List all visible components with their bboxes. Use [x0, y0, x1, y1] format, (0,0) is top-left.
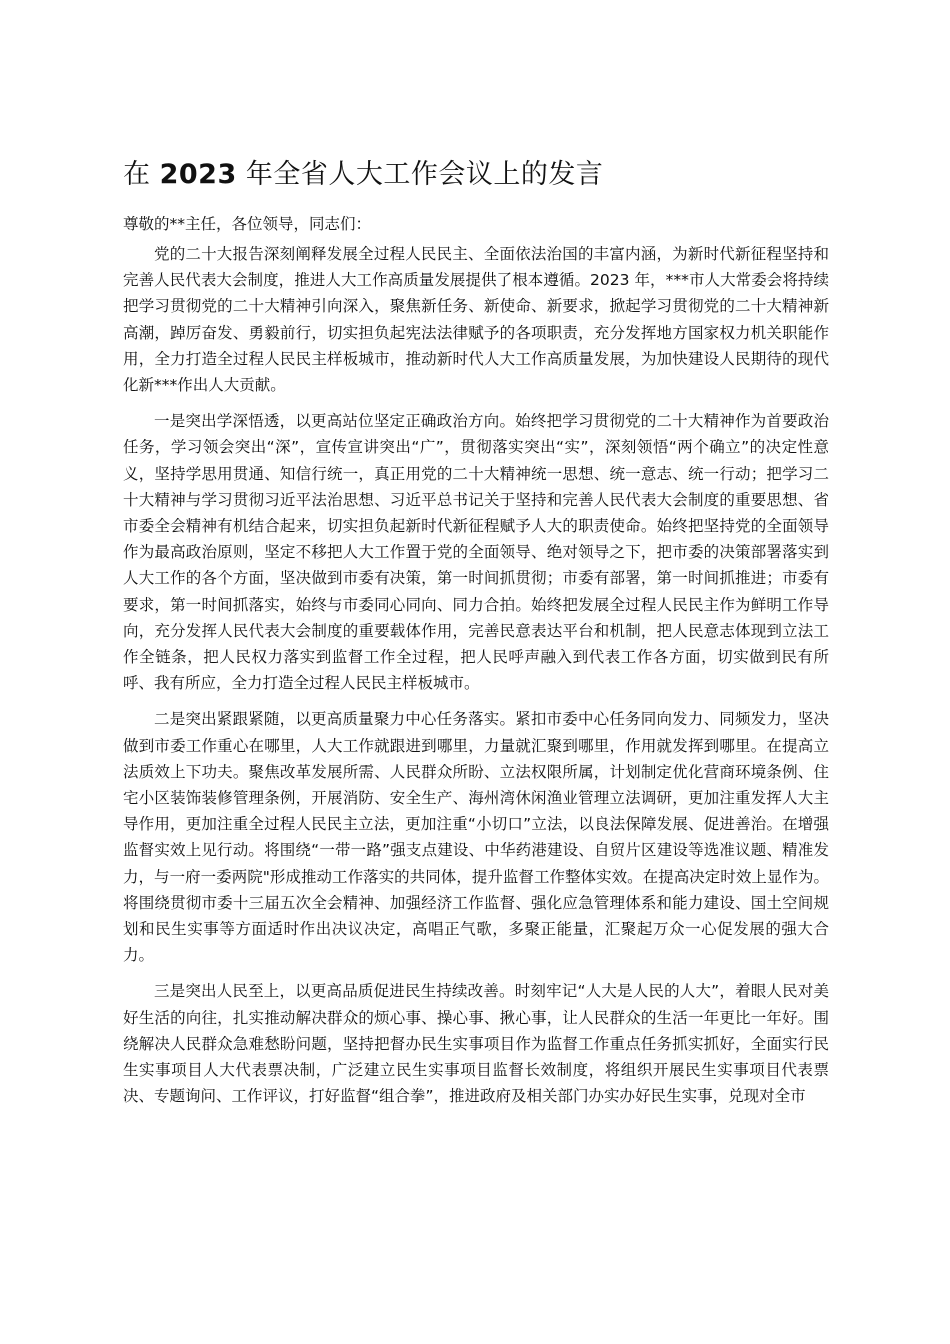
document-body	[123, 241, 829, 1120]
paragraph-point-two: 二是突出紧跟紧随，以更高质量聚力中心任务落实。紧扣市委中心任务同向发力、同频发力，坚决做到市委工作重心在哪里，人大工作就跟进到哪里，力量就汇聚到哪里，作用就发挥到哪里。在提高立法质效上下功夫。聚焦改革发展所需、人民群众所盼、立法权限所属，计划制定优化营商环境条例、住宅小区装饰装修管理条例，开展消防、安全生产、海州湾休闲渔业管理立法调研，更加注重发挥人大主导作用，更加注重全过程人民民主立法，更加注重“小切口”立法，以良法保障发展、促进善治。在增强监督实效上见行动。将围绕“一带一路”强支点建设、中华药港建设、自贸片区建设等选准议题、精准发力，与一府一委两院"形成推动工作落实的共同体，提升监督工作整体实效。在提高决定时效上显作为。将围绕贯彻市委十三届五次全会精神、加强经济工作监督、强化应急管理体系和能力建设、国土空间规划和民生实事等方面适时作出决议决定，高唱正气歌，多聚正能量，汇聚起万众一心促发展的强大合力。	[123, 710, 829, 965]
document-title	[123, 152, 603, 191]
paragraph-point-three: 三是突出人民至上，以更高品质促进民生持续改善。时刻牢记“人大是人民的人大”，着眼人民对美好生活的向往，扎实推动解决群众的烦心事、操心事、揪心事，让人民群众的生活一年更比一年好。围绕解决人民群众急难愁盼问题，坚持把督办民生实事项目作为监督工作重点任务抓实抓好，全面实行民生实事项目人大代表票决制，广泛建立民生实事项目监督长效制度，将组织开展民生实事项目代表票决、专题询问、工作评议，打好监督“组合拳”，推进政府及相关部门办实办好民生实事，兑现对全市	[123, 982, 829, 1106]
salutation: 尊敬的**主任，各位领导，同志们：	[123, 215, 372, 233]
title-prefix: 在	[123, 159, 160, 190]
title-suffix: 年全省人大工作会议上的发言	[236, 159, 604, 190]
paragraph-intro: 党的二十大报告深刻阐释发展全过程人民民主、全面依法治国的丰富内涵，为新时代新征程坚持和完善人民代表大会制度，推进人大工作高质量发展提供了根本遵循。2023 年，***市人大常委会将持续把学习贯彻党的二十大精神引向深入，聚焦新任务、新使命、新要求，掀起学习贯彻党的二十大精神新高潮，踔厉奋发、勇毅前行，切实担负起宪法法律赋予的各项职责，充分发挥地方国家权力机关职能作用，全力打造全过程人民民主样板城市，推动新时代人大工作高质量发展，为加快建设人民期待的现代化新***作出人大贡献。	[123, 245, 829, 395]
title-year: 2023	[159, 159, 237, 190]
paragraph-point-one: 一是突出学深悟透，以更高站位坚定正确政治方向。始终把学习贯彻党的二十大精神作为首要政治任务，学习领会突出“深”，宣传宣讲突出“广”，贯彻落实突出“实”，深刻领悟“两个确立”的决定性意义，坚持学思用贯通、知信行统一，真正用党的二十大精神统一思想、统一意志、统一行动；把学习二十大精神与学习贯彻习近平法治思想、习近平总书记关于坚持和完善人民代表大会制度的重要思想、省市委全会精神有机结合起来，切实担负起新时代新征程赋予人大的职责使命。始终把坚持党的全面领导作为最高政治原则，坚定不移把人大工作置于党的全面领导、绝对领导之下，把市委的决策部署落实到人大工作的各个方面，坚决做到市委有决策，第一时间抓贯彻；市委有部署，第一时间抓推进；市委有要求，第一时间抓落实，始终与市委同心同向、同力合拍。始终把发展全过程人民民主作为鲜明工作导向，充分发挥人民代表大会制度的重要载体作用，完善民意表达平台和机制，把人民意志体现到立法工作全链条，把人民权力落实到监督工作全过程，把人民呼声融入到代表工作各方面，切实做到民有所呼、我有所应，全力打造全过程人民民主样板城市。	[123, 412, 829, 693]
